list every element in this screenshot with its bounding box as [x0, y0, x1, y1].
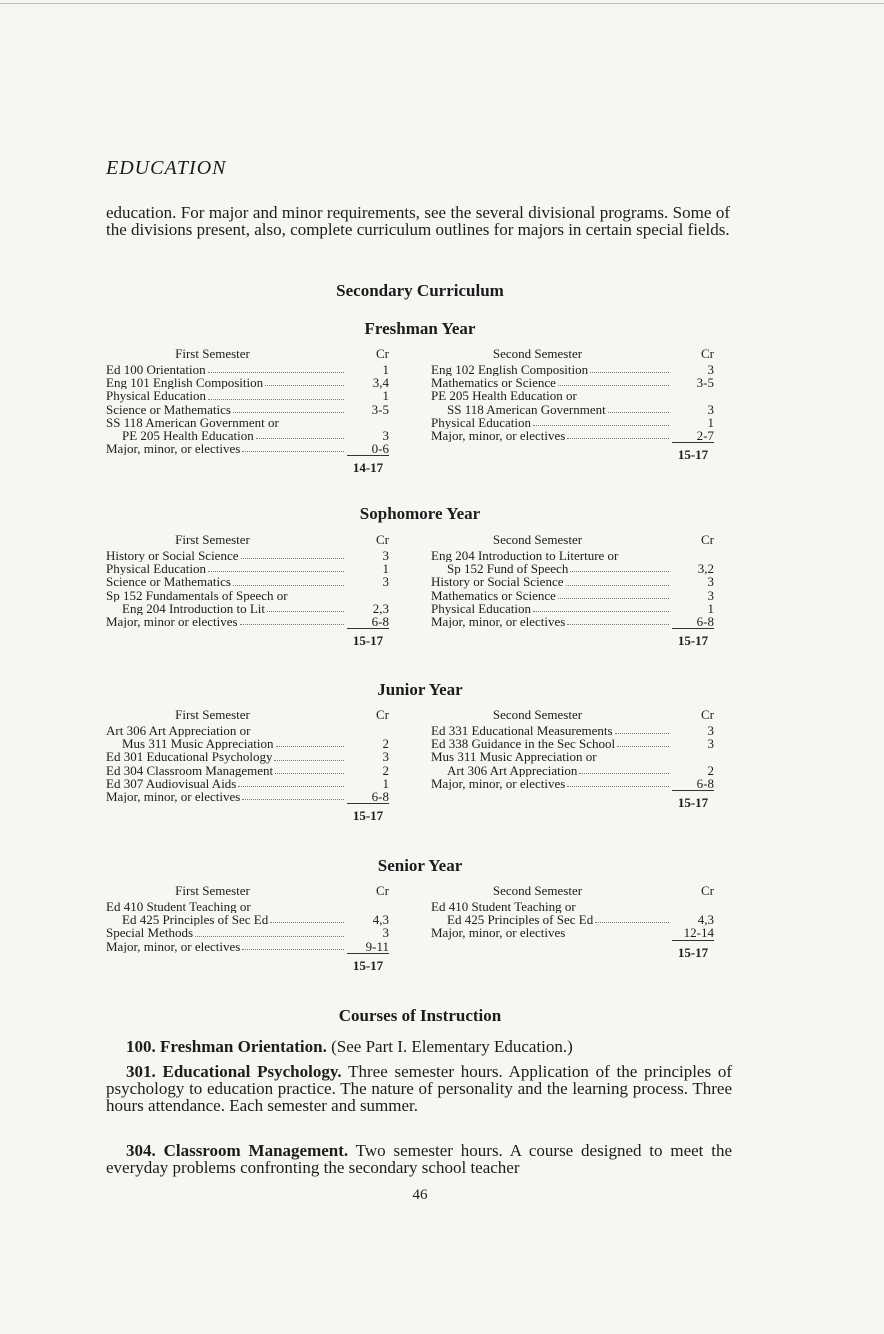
course-title: Ed 410 Student Teaching or	[431, 900, 576, 914]
course-title: Sp 152 Fundamentals of Speech or	[106, 588, 288, 602]
dot-leader	[208, 363, 344, 373]
course-row	[431, 575, 714, 588]
course-row	[106, 724, 389, 737]
course-row	[106, 764, 389, 777]
course-row	[431, 376, 714, 389]
course-row	[106, 926, 389, 939]
course-title: Ed 301 Educational Psychology	[106, 750, 273, 764]
course-title: Science or Mathematics	[106, 575, 231, 589]
course-title: History or Social Science	[431, 575, 564, 589]
course-credit: 12-14	[683, 925, 714, 941]
course-title: Major, minor, or electives	[106, 939, 241, 953]
course-row	[431, 764, 714, 777]
semester-header	[431, 708, 714, 724]
dot-leader	[265, 376, 344, 386]
course-credit: 1	[382, 775, 389, 791]
dot-leader	[567, 615, 669, 625]
course-title: Physical Education	[431, 601, 532, 616]
freshman-second-semester	[431, 347, 714, 461]
credit-column-label: Cr	[376, 707, 389, 722]
credit-column-label: Cr	[701, 883, 714, 898]
dot-leader	[275, 764, 344, 774]
course-credit: 3	[707, 736, 714, 752]
course-row	[106, 750, 389, 763]
course-row	[106, 429, 389, 442]
course-title: Physical Education	[106, 562, 207, 576]
course-credit: 1	[382, 362, 389, 377]
semester-total: 15-17	[347, 953, 389, 972]
course-row	[106, 376, 389, 389]
course-row	[106, 575, 389, 588]
course-row	[106, 602, 389, 615]
course-row	[106, 403, 389, 416]
course-title: Major, minor, or electives	[106, 790, 241, 804]
dot-leader	[274, 750, 344, 760]
course-desc-301	[106, 1063, 732, 1114]
course-title: Ed 410 Student Teaching or	[106, 900, 251, 914]
course-credit: 3-5	[371, 401, 389, 417]
course-row	[106, 389, 389, 402]
dot-leader	[590, 363, 669, 373]
credit-column-label: Cr	[376, 346, 389, 361]
course-credit: 2	[382, 736, 389, 752]
senior-year-heading: Senior Year	[377, 856, 463, 875]
semester-header	[431, 884, 714, 900]
semester-total: 15-17	[672, 628, 714, 647]
course-title: SS 118 American Government or	[106, 415, 279, 430]
course-row	[431, 416, 714, 429]
course-row	[431, 750, 714, 763]
course-number: 100.	[126, 1037, 156, 1056]
course-row	[106, 615, 389, 628]
dot-leader	[595, 913, 669, 923]
course-row	[431, 777, 714, 790]
dot-leader	[617, 737, 669, 747]
course-row	[431, 737, 714, 750]
course-number: 304.	[126, 1141, 156, 1160]
course-credit: 3	[707, 723, 714, 738]
course-title: Physical Education	[431, 415, 532, 430]
dot-leader	[558, 589, 669, 599]
course-credit: 3	[382, 548, 389, 563]
course-name: Educational Psychology.	[162, 1062, 342, 1081]
course-credit: 6-8	[371, 614, 389, 630]
dot-leader	[256, 429, 344, 439]
course-row	[106, 562, 389, 575]
course-title: Ed 304 Classroom Management	[106, 763, 274, 777]
semester-total: 15-17	[347, 628, 389, 647]
semester-header	[106, 708, 389, 724]
intro-text: education. For major and minor requirements, see the several divisional programs. Some of the divisions present, also, complete curriculum outlines for majors in certain special fields.	[106, 203, 730, 239]
senior-second-semester	[431, 884, 714, 959]
course-row	[106, 363, 389, 376]
semester-label: First Semester	[175, 707, 250, 722]
dot-leader	[579, 764, 669, 774]
course-title: Ed 425 Principles of Sec Ed	[122, 913, 269, 927]
course-credit: 1	[707, 600, 714, 616]
course-paragraph	[106, 1063, 732, 1114]
dot-leader	[238, 777, 344, 787]
course-number: 301.	[126, 1062, 156, 1081]
course-row	[431, 549, 714, 562]
course-row	[106, 777, 389, 790]
dot-leader	[567, 429, 669, 439]
dot-leader	[208, 562, 344, 572]
semester-header	[431, 533, 714, 549]
course-row	[106, 589, 389, 602]
dot-leader	[608, 403, 669, 413]
dot-leader	[242, 442, 344, 452]
course-title: Mus 311 Music Appreciation	[122, 737, 274, 751]
credit-column-label: Cr	[701, 532, 714, 547]
course-title: Ed 307 Audiovisual Aids	[106, 776, 237, 791]
semester-label: First Semester	[175, 532, 250, 547]
course-credit: 2	[707, 762, 714, 778]
course-credit: 3	[707, 587, 714, 603]
course-title: Ed 338 Guidance in the Sec School	[431, 737, 616, 751]
course-row	[431, 403, 714, 416]
course-title: Major, minor or electives	[106, 615, 238, 629]
course-credit: 3	[707, 574, 714, 590]
course-credit: 0-6	[371, 441, 389, 457]
course-title: Special Methods	[106, 926, 194, 940]
course-row	[431, 900, 714, 913]
course-title: Mathematics or Science	[431, 376, 556, 390]
course-row	[431, 389, 714, 402]
dot-leader	[241, 549, 345, 559]
freshman-year-heading: Freshman Year	[364, 319, 476, 338]
course-title: Art 306 Art Appreciation	[447, 763, 578, 777]
credit-column-label: Cr	[376, 532, 389, 547]
course-credit: 3	[382, 749, 389, 765]
dot-leader	[267, 602, 344, 612]
course-row	[431, 602, 714, 615]
dot-leader	[242, 940, 344, 950]
course-title: Major, minor, or electives	[431, 776, 566, 791]
course-title: Eng 101 English Composition	[106, 376, 264, 390]
course-title: PE 205 Health Education or	[431, 389, 577, 403]
dot-leader	[208, 389, 344, 399]
freshman-first-semester	[106, 347, 389, 475]
course-title: Major, minor, or electives	[431, 429, 566, 443]
course-credit: 1	[707, 414, 714, 430]
course-credit: 3,2	[697, 561, 714, 577]
course-credit: 2,3	[372, 600, 389, 616]
course-title: Sp 152 Fund of Speech	[447, 562, 569, 576]
course-title: Major, minor, or electives	[431, 615, 566, 629]
course-title: Ed 100 Orientation	[106, 363, 206, 377]
course-title: PE 205 Health Education	[122, 429, 254, 443]
dot-leader	[570, 562, 669, 572]
course-credit: 3	[382, 925, 389, 941]
dot-leader	[233, 575, 344, 585]
sophomore-second-semester	[431, 533, 714, 647]
course-row	[431, 589, 714, 602]
semester-total: 15-17	[672, 442, 714, 461]
course-title: Eng 204 Introduction to Lit	[122, 601, 265, 616]
course-text: (See Part I. Elementary Education.)	[326, 1037, 573, 1056]
semester-total: 14-17	[347, 455, 389, 474]
dot-leader	[558, 376, 669, 386]
dot-leader	[240, 615, 344, 625]
course-credit: 3-5	[696, 375, 714, 391]
course-row	[431, 562, 714, 575]
course-row	[106, 737, 389, 750]
course-name: Classroom Management.	[163, 1141, 349, 1160]
course-credit: 6-8	[371, 789, 389, 805]
course-credit: 4,3	[697, 912, 714, 928]
dot-leader	[242, 790, 344, 800]
credit-column-label: Cr	[376, 883, 389, 898]
course-text: Two semester hours. A course designed to meet the everyday problems confronting the secondary school teacher	[106, 1141, 732, 1177]
courses-title: Courses of Instruction	[338, 1006, 502, 1025]
curriculum-title: Secondary Curriculum	[336, 281, 504, 300]
course-row	[106, 913, 389, 926]
course-credit: 2-7	[696, 428, 714, 444]
intro-paragraph	[106, 204, 730, 238]
dot-leader	[270, 913, 344, 923]
semester-label: Second Semester	[492, 707, 583, 722]
course-row	[431, 615, 714, 628]
junior-year-heading: Junior Year	[377, 680, 463, 699]
course-title: Ed 425 Principles of Sec Ed	[447, 913, 594, 927]
semester-label: First Semester	[175, 883, 250, 898]
semester-label: Second Semester	[492, 532, 583, 547]
semester-header	[431, 347, 714, 363]
semester-total: 15-17	[672, 940, 714, 959]
course-row	[431, 429, 714, 442]
dot-leader	[566, 575, 670, 585]
course-row	[106, 940, 389, 953]
semester-label: Second Semester	[492, 883, 583, 898]
sophomore-first-semester	[106, 533, 389, 647]
semester-total: 15-17	[347, 803, 389, 822]
semester-header	[106, 533, 389, 549]
credit-column-label: Cr	[701, 707, 714, 722]
junior-second-semester	[431, 708, 714, 809]
course-row	[106, 416, 389, 429]
course-title: Major, minor, or electives	[431, 926, 566, 940]
course-desc-304	[106, 1142, 732, 1176]
semester-label: Second Semester	[492, 346, 583, 361]
course-credit: 9-11	[365, 938, 389, 954]
course-credit: 4,3	[372, 912, 389, 928]
course-paragraph	[106, 1038, 732, 1055]
course-title: Physical Education	[106, 389, 207, 403]
course-title: Science or Mathematics	[106, 402, 231, 416]
junior-first-semester	[106, 708, 389, 822]
semester-total: 15-17	[672, 790, 714, 809]
course-row	[431, 913, 714, 926]
course-title: Eng 102 English Composition	[431, 363, 589, 377]
course-row	[431, 363, 714, 376]
course-title: History or Social Science	[106, 549, 239, 563]
semester-header	[106, 347, 389, 363]
sophomore-year-heading: Sophomore Year	[359, 504, 481, 523]
dot-leader	[615, 724, 669, 734]
course-title: Major, minor, or electives	[106, 442, 241, 456]
semester-header	[106, 884, 389, 900]
course-credit: 3	[707, 401, 714, 417]
course-credit: 6-8	[696, 614, 714, 630]
course-desc-100	[106, 1038, 732, 1055]
senior-first-semester	[106, 884, 389, 972]
course-row	[106, 790, 389, 803]
dot-leader	[233, 403, 344, 413]
course-credit: 6-8	[696, 775, 714, 791]
course-title: Eng 204 Introduction to Literture or	[431, 549, 619, 563]
dot-leader	[533, 602, 669, 612]
course-row	[106, 900, 389, 913]
running-header: EDUCATION	[106, 157, 227, 179]
course-text: Three semester hours. Application of the principles of psychology to education practice. The nature of personality and the learning process. Three hours attendance. Each semester and summer.	[106, 1062, 733, 1115]
course-credit: 1	[382, 561, 389, 577]
course-row	[431, 926, 714, 939]
course-paragraph	[106, 1142, 732, 1176]
course-title: Mathematics or Science	[431, 588, 556, 602]
course-title: Mus 311 Music Appreciation or	[431, 750, 597, 764]
course-name: Freshman Orientation.	[160, 1037, 327, 1056]
course-credit: 3	[382, 428, 389, 444]
course-credit: 1	[382, 388, 389, 404]
course-row	[106, 549, 389, 562]
dot-leader	[276, 737, 344, 747]
course-title: Ed 331 Educational Measurements	[431, 724, 613, 738]
course-credit: 3,4	[372, 375, 389, 391]
course-title: SS 118 American Government	[447, 402, 606, 416]
course-title: Art 306 Art Appreciation or	[106, 724, 251, 738]
dot-leader	[533, 416, 669, 426]
course-row	[431, 724, 714, 737]
semester-label: First Semester	[175, 346, 250, 361]
course-credit: 3	[707, 362, 714, 377]
page-top-rule	[0, 3, 884, 4]
dot-leader	[567, 777, 669, 787]
page-number: 46	[412, 1187, 428, 1203]
course-credit: 3	[382, 574, 389, 590]
course-row	[106, 442, 389, 455]
credit-column-label: Cr	[701, 346, 714, 361]
course-credit: 2	[382, 762, 389, 778]
dot-leader	[195, 926, 344, 936]
